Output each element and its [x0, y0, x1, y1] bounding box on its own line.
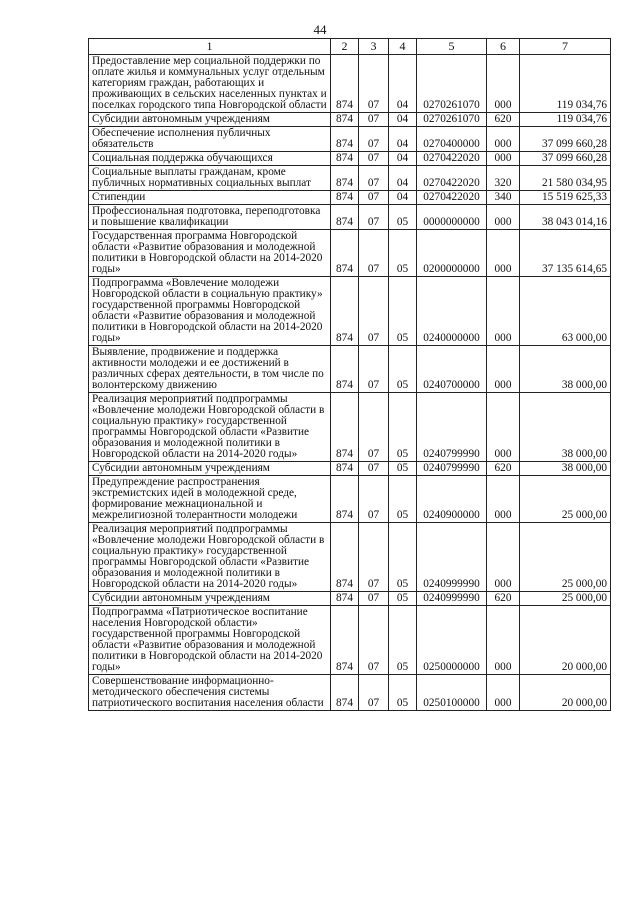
- subsection-code-cell: 05: [389, 346, 417, 393]
- amount-cell: 63 000,00: [520, 277, 611, 346]
- amount-cell: 20 000,00: [520, 675, 611, 711]
- expense-type-cell: 000: [487, 277, 520, 346]
- page-number: 44: [313, 22, 327, 37]
- gr-code-cell: 874: [331, 166, 359, 191]
- gr-code-cell: 874: [331, 592, 359, 606]
- section-code-cell: 07: [359, 113, 389, 127]
- row-name-cell: Профессиональная подготовка, переподготовка и повышение квалификации: [89, 205, 331, 230]
- row-name-cell: Социальные выплаты гражданам, кроме публичных нормативных социальных выплат: [89, 166, 331, 191]
- table-row: [89, 393, 611, 462]
- section-code-cell: 07: [359, 606, 389, 675]
- column-header: 5: [417, 39, 487, 55]
- expense-type-cell: 000: [487, 55, 520, 113]
- expense-type-cell: 000: [487, 152, 520, 166]
- row-name-cell: Реализация мероприятий подпрограммы «Вовлечение молодежи Новгородской области в социальную практику» государственной программы Новгородской области «Развитие образования и молодежной политики в Новгородской области на 2014-2020 годы»: [89, 393, 331, 462]
- section-code-cell: 07: [359, 205, 389, 230]
- amount-cell: 119 034,76: [520, 55, 611, 113]
- subsection-code-cell: 05: [389, 476, 417, 523]
- amount-cell: 15 519 625,33: [520, 191, 611, 205]
- subsection-code-cell: 05: [389, 393, 417, 462]
- amount-cell: 37 135 614,65: [520, 230, 611, 277]
- amount-cell: 119 034,76: [520, 113, 611, 127]
- gr-code-cell: 874: [331, 205, 359, 230]
- gr-code-cell: 874: [331, 476, 359, 523]
- section-code-cell: 07: [359, 230, 389, 277]
- table-row: [89, 346, 611, 393]
- row-name-cell: Реализация мероприятий подпрограммы «Вовлечение молодежи Новгородской области в социальную практику» государственной программы Новгородской области «Развитие образования и молодежной политики в Новгородской области на 2014-2020 годы»: [89, 523, 331, 592]
- column-header: 7: [520, 39, 611, 55]
- table-row: [89, 592, 611, 606]
- table-row: [89, 205, 611, 230]
- column-header: 2: [331, 39, 359, 55]
- row-name-cell: Субсидии автономным учреждениям: [89, 113, 331, 127]
- subsection-code-cell: 05: [389, 606, 417, 675]
- target-article-cell: 0270261070: [417, 55, 487, 113]
- section-code-cell: 07: [359, 462, 389, 476]
- table-row: [89, 113, 611, 127]
- subsection-code-cell: 04: [389, 55, 417, 113]
- target-article-cell: 0270261070: [417, 113, 487, 127]
- table-row: [89, 523, 611, 592]
- table-header-row: [89, 39, 611, 55]
- amount-cell: 21 580 034,95: [520, 166, 611, 191]
- amount-cell: 38 043 014,16: [520, 205, 611, 230]
- table-row: [89, 127, 611, 152]
- expense-type-cell: 000: [487, 675, 520, 711]
- expense-type-cell: 000: [487, 523, 520, 592]
- amount-cell: 20 000,00: [520, 606, 611, 675]
- column-header: 3: [359, 39, 389, 55]
- gr-code-cell: 874: [331, 152, 359, 166]
- column-header: 4: [389, 39, 417, 55]
- amount-cell: 38 000,00: [520, 346, 611, 393]
- target-article-cell: 0270400000: [417, 127, 487, 152]
- target-article-cell: 0240000000: [417, 277, 487, 346]
- gr-code-cell: 874: [331, 55, 359, 113]
- gr-code-cell: 874: [331, 462, 359, 476]
- subsection-code-cell: 04: [389, 113, 417, 127]
- column-header: 1: [89, 39, 331, 55]
- gr-code-cell: 874: [331, 606, 359, 675]
- row-name-cell: Субсидии автономным учреждениям: [89, 462, 331, 476]
- expense-type-cell: 000: [487, 205, 520, 230]
- row-name-cell: Предоставление мер социальной поддержки по оплате жилья и коммунальных услуг отдельным категориям граждан, работающих и проживающих в сельских населенных пунктах и поселках городского типа Новгородской области: [89, 55, 331, 113]
- expense-type-cell: 000: [487, 346, 520, 393]
- gr-code-cell: 874: [331, 523, 359, 592]
- subsection-code-cell: 05: [389, 592, 417, 606]
- row-name-cell: Совершенствование информационно-методического обеспечения системы патриотического воспитания населения области: [89, 675, 331, 711]
- target-article-cell: 0270422020: [417, 191, 487, 205]
- target-article-cell: 0250100000: [417, 675, 487, 711]
- column-header: 6: [487, 39, 520, 55]
- subsection-code-cell: 04: [389, 166, 417, 191]
- gr-code-cell: 874: [331, 277, 359, 346]
- expense-type-cell: 000: [487, 230, 520, 277]
- target-article-cell: 0240999990: [417, 592, 487, 606]
- row-name-cell: Подпрограмма «Вовлечение молодежи Новгородской области в социальную практику» государственной программы Новгородской области «Развитие образования и молодежной политики в Новгородской области на 2014-2020 годы»: [89, 277, 331, 346]
- budget-table: [88, 38, 611, 711]
- gr-code-cell: 874: [331, 191, 359, 205]
- target-article-cell: 0200000000: [417, 230, 487, 277]
- section-code-cell: 07: [359, 55, 389, 113]
- amount-cell: 25 000,00: [520, 476, 611, 523]
- target-article-cell: 0240799990: [417, 462, 487, 476]
- expense-type-cell: 320: [487, 166, 520, 191]
- section-code-cell: 07: [359, 127, 389, 152]
- expense-type-cell: 620: [487, 462, 520, 476]
- row-name-cell: Стипендии: [89, 191, 331, 205]
- subsection-code-cell: 05: [389, 462, 417, 476]
- section-code-cell: 07: [359, 476, 389, 523]
- subsection-code-cell: 05: [389, 205, 417, 230]
- section-code-cell: 07: [359, 393, 389, 462]
- target-article-cell: 0240999990: [417, 523, 487, 592]
- amount-cell: 38 000,00: [520, 462, 611, 476]
- target-article-cell: 0240900000: [417, 476, 487, 523]
- section-code-cell: 07: [359, 592, 389, 606]
- table-row: [89, 462, 611, 476]
- table-row: [89, 606, 611, 675]
- expense-type-cell: 620: [487, 592, 520, 606]
- gr-code-cell: 874: [331, 346, 359, 393]
- row-name-cell: Предупреждение распространения экстремистских идей в молодежной среде, формирование межнациональной и межрелигиозной толерантности молодежи: [89, 476, 331, 523]
- gr-code-cell: 874: [331, 675, 359, 711]
- gr-code-cell: 874: [331, 393, 359, 462]
- target-article-cell: 0000000000: [417, 205, 487, 230]
- row-name-cell: Государственная программа Новгородской области «Развитие образования и молодежной политики в Новгородской области на 2014-2020 годы»: [89, 230, 331, 277]
- table-row: [89, 476, 611, 523]
- section-code-cell: 07: [359, 277, 389, 346]
- expense-type-cell: 000: [487, 393, 520, 462]
- row-name-cell: Социальная поддержка обучающихся: [89, 152, 331, 166]
- table-row: [89, 166, 611, 191]
- section-code-cell: 07: [359, 346, 389, 393]
- expense-type-cell: 000: [487, 606, 520, 675]
- amount-cell: 38 000,00: [520, 393, 611, 462]
- section-code-cell: 07: [359, 166, 389, 191]
- subsection-code-cell: 05: [389, 230, 417, 277]
- gr-code-cell: 874: [331, 230, 359, 277]
- expense-type-cell: 000: [487, 127, 520, 152]
- row-name-cell: Подпрограмма «Патриотическое воспитание населения Новгородской области» государственной программы Новгородской области «Развитие образования и молодежной политики в Новгородской области на 2014-2020 годы»: [89, 606, 331, 675]
- table-row: [89, 55, 611, 113]
- subsection-code-cell: 04: [389, 152, 417, 166]
- subsection-code-cell: 04: [389, 191, 417, 205]
- target-article-cell: 0250000000: [417, 606, 487, 675]
- gr-code-cell: 874: [331, 127, 359, 152]
- subsection-code-cell: 05: [389, 675, 417, 711]
- section-code-cell: 07: [359, 675, 389, 711]
- table-row: [89, 277, 611, 346]
- table-row: [89, 230, 611, 277]
- section-code-cell: 07: [359, 523, 389, 592]
- row-name-cell: Выявление, продвижение и поддержка активности молодежи и ее достижений в различных сферах деятельности, в том числе по волонтерскому движению: [89, 346, 331, 393]
- target-article-cell: 0240700000: [417, 346, 487, 393]
- target-article-cell: 0270422020: [417, 152, 487, 166]
- subsection-code-cell: 05: [389, 277, 417, 346]
- row-name-cell: Субсидии автономным учреждениям: [89, 592, 331, 606]
- expense-type-cell: 340: [487, 191, 520, 205]
- row-name-cell: Обеспечение исполнения публичных обязательств: [89, 127, 331, 152]
- amount-cell: 37 099 660,28: [520, 152, 611, 166]
- table-body: [89, 55, 611, 711]
- table-row: [89, 191, 611, 205]
- table-row: [89, 675, 611, 711]
- amount-cell: 37 099 660,28: [520, 127, 611, 152]
- subsection-code-cell: 04: [389, 127, 417, 152]
- gr-code-cell: 874: [331, 113, 359, 127]
- amount-cell: 25 000,00: [520, 523, 611, 592]
- amount-cell: 25 000,00: [520, 592, 611, 606]
- expense-type-cell: 000: [487, 476, 520, 523]
- target-article-cell: 0270422020: [417, 166, 487, 191]
- subsection-code-cell: 05: [389, 523, 417, 592]
- section-code-cell: 07: [359, 152, 389, 166]
- section-code-cell: 07: [359, 191, 389, 205]
- expense-type-cell: 620: [487, 113, 520, 127]
- target-article-cell: 0240799990: [417, 393, 487, 462]
- table-row: [89, 152, 611, 166]
